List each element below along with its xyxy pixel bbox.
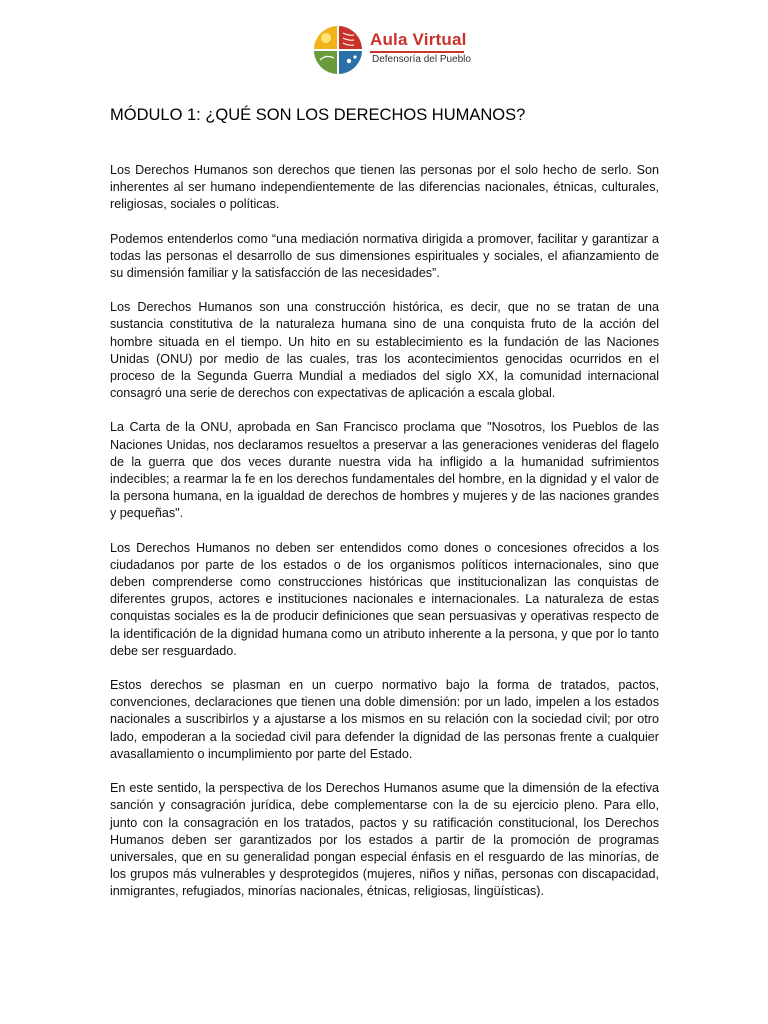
paragraph-5: Los Derechos Humanos no deben ser entendidos como dones o concesiones ofrecidos a los ciudadanos por parte de los estados o de los organismos políticos internacionales, sino que deben comprenderse como construcciones históricas que institucionalizan las conquistas de diferentes grupos, actores e instituciones nacionales e internacionales. La naturaleza de estas conquistas sociales es la de producir definiciones que sean persuasivas y operativas respecto de la identificación de la dignidad humana como un atributo inherente a la persona, y que por lo tanto debe ser resguardado. — [110, 540, 659, 658]
paragraph-1: Los Derechos Humanos son derechos que tienen las personas por el solo hecho de serlo. Son inherentes al ser humano independientemente de las diferencias nacionales, étnicas, culturales, religiosas, sociales o políticas. — [110, 163, 659, 212]
paragraph-4: La Carta de la ONU, aprobada en San Francisco proclama que "Nosotros, los Pueblos de las Naciones Unidas, nos declaramos resueltos a preservar a las generaciones venideras del flagelo de la guerra que dos veces durante nuestra vida ha infligido a la humanidad sufrimientos indecibles; a rearmar la fe en los derechos fundamentales del hombre, en la dignidad y el valor de la persona humana, en la igualdad de derechos de hombres y mujeres y de las naciones grandes y pequeñas". — [110, 420, 659, 521]
logo-divider — [370, 51, 464, 53]
document-body — [110, 162, 659, 918]
document-title: MÓDULO 1: ¿QUÉ SON LOS DERECHOS HUMANOS? — [110, 106, 526, 124]
paragraph-2: Podemos entenderlos como “una mediación normativa dirigida a promover, facilitar y garantizar a todas las personas el desarrollo de sus dimensiones espirituales y sociales, el afianzamiento de su dimensión familiar y la satisfacción de las necesidades”. — [110, 231, 659, 281]
paragraph-7: En este sentido, la perspectiva de los Derechos Humanos asume que la dimensión de la efectiva sanción y consagración jurídica, debe complementarse con la de su ejercicio pleno. Para ello, junto con la consagración en los tratados, pactos y su ratificación constitucional, los Derechos Humanos deben ser garantizados por los estados a partir de la promoción de programas universales, que en su generalidad pongan especial énfasis en el resguardo de las minorías, de los grupos más vulnerables y desprotegidos (mujeres, niños y niñas, personas con discapacidad, inmigrantes, refugiados, minorías nacionales, étnicas, religiosas, lingüísticas). — [110, 781, 659, 899]
aula-virtual-logo — [312, 24, 471, 78]
logo-emblem-icon — [312, 24, 364, 76]
paragraph-6: Estos derechos se plasman en un cuerpo normativo bajo la forma de tratados, pactos, convenciones, declaraciones que tienen una doble dimensión: por un lado, impelen a los estados nacionales a suscribirlos y a ajustarse a los mismos en su relación con la sociedad civil; por otro lado, empoderan a la sociedad civil para defender la dignidad de las personas frente a cualquier avasallamiento o incumplimiento por parte del Estado. — [110, 678, 659, 761]
logo-title: Aula Virtual — [370, 30, 467, 49]
paragraph-3: Los Derechos Humanos son una construcción histórica, es decir, que no se tratan de una sustancia constitutiva de la naturaleza humana sino de una conquista fruto de la acción del hombre situada en el tiempo. Un hito en su establecimiento es la fundación de las Naciones Unidas (ONU) por medio de las cuales, tras los acontecimientos genocidas ocurridos en el proceso de la Segunda Guerra Mundial a mediados del siglo XX, la comunidad internacional consagró una serie de derechos con expectativas de aplicación a escala global. — [110, 300, 659, 401]
logo-subtitle: Defensoría del Pueblo — [372, 54, 471, 65]
